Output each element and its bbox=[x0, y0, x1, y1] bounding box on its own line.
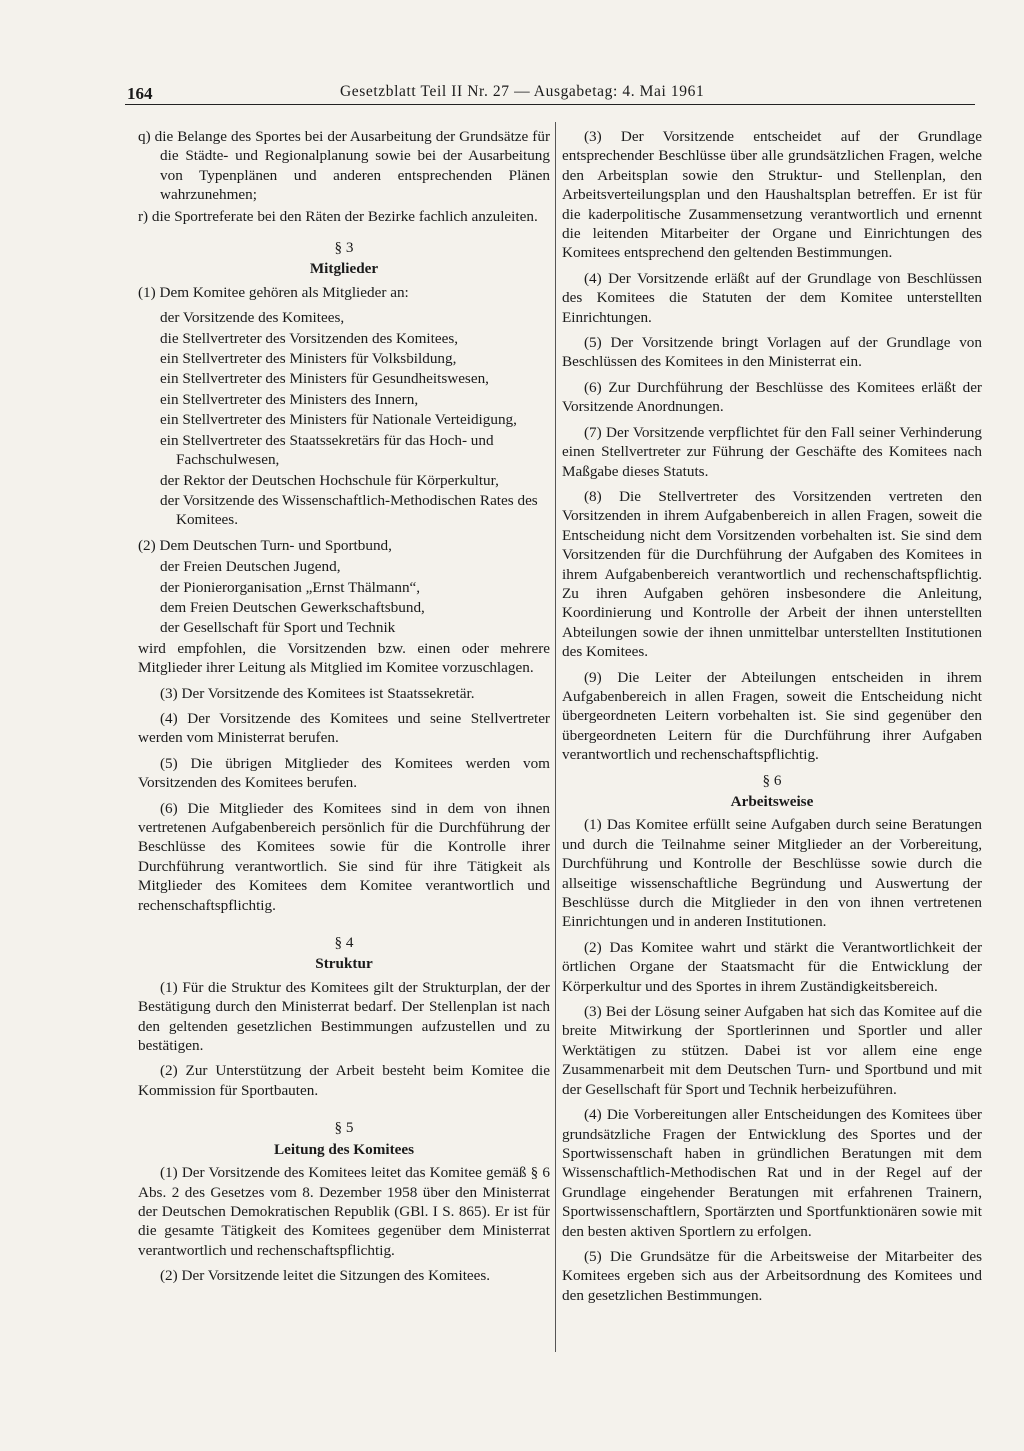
member-item: ein Stellvertreter des Ministers des Innern, bbox=[160, 390, 419, 408]
item-r: r) die Sportreferate bei den Räten der Bezirke fachlich anzuleiten. bbox=[138, 207, 538, 225]
item-q: q) die Belange des Sportes bei der Ausarbeitung der Grundsätze für die Städte- und Regionalplanung sowie bei der Ausarbeitung von Typenplänen und anderen entsprechenden Plänen wahrzunehmen; bbox=[138, 128, 550, 204]
section-3-number: § 3 bbox=[334, 239, 354, 257]
member-item: der Rektor der Deutschen Hochschule für Körperkultur, bbox=[160, 471, 499, 489]
s3-paragraph-2-end: wird empfohlen, die Vorsitzenden bzw. einen oder mehrere Mitglieder ihrer Leitung als Mitglied im Komitee vorzuschlagen. bbox=[138, 639, 550, 677]
section-3-title: Mitglieder bbox=[309, 260, 379, 278]
s3-paragraph-2-intro: (2) Dem Deutschen Turn- und Sportbund, bbox=[138, 536, 392, 554]
organisation-item: der Gesellschaft für Sport und Technik bbox=[160, 619, 396, 637]
member-item: der Vorsitzende des Wissenschaftlich-Methodischen Rates des Komitees. bbox=[160, 491, 538, 529]
member-item: ein Stellvertreter des Staatssekretärs für das Hoch- und Fachschulwesen, bbox=[160, 431, 494, 469]
organisation-item: dem Freien Deutschen Gewerkschaftsbund, bbox=[160, 598, 425, 616]
s3-paragraph-6: (6) Die Mitglieder des Komitees sind in dem von ihnen vertretenen Aufgabenbereich persönlich für die Durchführung der Beschlüsse des Komitees sowie für die Kontrolle ihrer Durchführung verantwortlich. Sie sind für ihre Tätigkeit als Mitglieder des Komitees dem Komitee verantwortlich und rechenschaftspflichtig. bbox=[138, 799, 550, 914]
s5-paragraph-2: (2) Der Vorsitzende leitet die Sitzungen des Komitees. bbox=[160, 1267, 491, 1285]
s5-paragraph-7: (7) Der Vorsitzende verpflichtet für den Fall seiner Verhinderung einen Stellvertreter zur Führung der Geschäfte des Komitees nach Maßgabe dieses Statuts. bbox=[562, 423, 982, 480]
s3-organisation-list bbox=[138, 557, 550, 638]
s3-paragraph-4: (4) Der Vorsitzende des Komitees und seine Stellvertreter werden vom Ministerrat berufen. bbox=[138, 709, 550, 747]
left-column bbox=[138, 127, 550, 1292]
s6-paragraph-5: (5) Die Grundsätze für die Arbeitsweise der Mitarbeiter des Komitees ergeben sich aus der Arbeitsordnung des Komitees und den gesetzlichen Bestimmungen. bbox=[562, 1247, 982, 1304]
member-item: ein Stellvertreter des Ministers für Volksbildung, bbox=[160, 350, 457, 368]
member-item: die Stellvertreter des Vorsitzenden des Komitees, bbox=[160, 329, 459, 347]
s3-paragraph-5: (5) Die übrigen Mitglieder des Komitees werden vom Vorsitzenden des Komitees berufen. bbox=[138, 754, 550, 792]
organisation-item: der Pionierorganisation „Ernst Thälmann“, bbox=[160, 578, 421, 596]
section-6-number: § 6 bbox=[762, 771, 782, 789]
s3-paragraph-3: (3) Der Vorsitzende des Komitees ist Staatssekretär. bbox=[160, 684, 475, 702]
s5-paragraph-1: (1) Der Vorsitzende des Komitees leitet das Komitee gemäß § 6 Abs. 2 des Gesetzes vom 8. Dezember 1958 über den Ministerrat der Deutschen Demokratischen Republik (GBl. I S. 865). Er ist für die gesamte Tätigkeit des Komitees gegenüber dem Ministerrat verantwortlich und rechenschaftspflichtig. bbox=[138, 1164, 550, 1259]
page-number: 164 bbox=[127, 84, 153, 103]
section-6-title: Arbeitsweise bbox=[730, 793, 814, 810]
section-4-number: § 4 bbox=[334, 934, 354, 952]
organisation-item: der Freien Deutschen Jugend, bbox=[160, 558, 341, 576]
section-5-number: § 5 bbox=[334, 1119, 354, 1137]
s6-paragraph-1: (1) Das Komitee erfüllt seine Aufgaben durch seine Beratungen und durch die Teilnahme seiner Mitglieder an der Vorbereitung, Durchführung und Kontrolle der Beschlüsse sowie durch die allseitige wissenschaftliche Begründung und Auswertung der Beschlüsse durch die Mitglieder in den von ihnen vertretenen Einrichtungen und in anderen Institutionen. bbox=[562, 816, 982, 931]
page-header bbox=[125, 80, 975, 105]
s5-paragraph-5: (5) Der Vorsitzende bringt Vorlagen auf der Grundlage von Beschlüssen des Komitees in den Ministerrat ein. bbox=[562, 334, 982, 371]
s5-paragraph-6: (6) Zur Durchführung der Beschlüsse des Komitees erläßt der Vorsitzende Anordnungen. bbox=[562, 378, 982, 416]
s5-paragraph-9: (9) Die Leiter der Abteilungen entscheiden in ihrem Aufgabenbereich in allen Fragen, soweit die Entscheidung nicht übergeordneten Leitern vorbehalten ist. Sie sind gegenüber den übergeordneten Leitern für die Durchführung ihrer Aufgaben verantwortlich und rechenschaftspflichtig. bbox=[562, 668, 982, 764]
s3-paragraph-1-intro: (1) Dem Komitee gehören als Mitglieder an: bbox=[138, 283, 409, 301]
s6-paragraph-2: (2) Das Komitee wahrt und stärkt die Verantwortlichkeit der örtlichen Organe der Staatsmacht für die Entwicklung der Körperkultur und des Sportes in ihrem Zuständigkeitsbereich. bbox=[562, 938, 982, 995]
column-divider bbox=[555, 122, 556, 1352]
item-list-qr bbox=[138, 127, 550, 226]
member-item: ein Stellvertreter des Ministers für Nationale Verteidigung, bbox=[160, 411, 517, 429]
member-item: der Vorsitzende des Komitees, bbox=[160, 309, 345, 327]
s5-paragraph-8: (8) Die Stellvertreter des Vorsitzenden vertreten den Vorsitzenden in ihrem Aufgabenbereich in allen Fragen, soweit die Entscheidung nicht dem Vorsitzenden vorbehalten ist. Sie sind dem Vorsitzenden für die Durchführung der Aufgaben des Komitees in ihrem Aufgabenbereich verantwortlich und rechenschaftspflichtig. Zu ihren Aufgaben gehören insbesondere die Anleitung, Koordinierung und Kontrolle der Arbeit der ihnen unterstellten Abteilungen sowie der ihnen unmittelbar unterstellten Institutionen des Komitees. bbox=[562, 487, 982, 661]
s5-paragraph-4: (4) Der Vorsitzende erläßt auf der Grundlage von Beschlüssen des Komitees die Statuten der dem Komitee unterstellten Einrichtungen. bbox=[562, 269, 982, 326]
section-4-title: Struktur bbox=[315, 955, 373, 973]
s5-paragraph-3: (3) Der Vorsitzende entscheidet auf der Grundlage entsprechender Beschlüsse über alle grundsätzlichen Fragen, welche den Arbeitsplan sowie den Struktur- und Stellenplan, den Arbeitsverteilungsplan und den Haushaltsplan betreffen. Er ist für die kaderpolitische Zusammensetzung verantwortlich und ernennt die leitenden Mitarbeiter der Organe und Einrichtungen des Komitees entsprechend den geltenden Bestimmungen. bbox=[562, 128, 982, 262]
gazette-title: Gesetzblatt Teil II Nr. 27 — Ausgabetag: 4. Mai 1961 bbox=[340, 83, 705, 100]
s4-paragraph-2: (2) Zur Unterstützung der Arbeit besteht beim Komitee die Kommission für Sportbauten. bbox=[138, 1062, 550, 1099]
member-item: ein Stellvertreter des Ministers für Gesundheitswesen, bbox=[160, 370, 489, 388]
s6-paragraph-4: (4) Die Vorbereitungen aller Entscheidungen des Komitees über grundsätzliche Fragen der Entwicklung des Sportes und der Sportwissenschaft haben in gründlichen Beratungen mit dem Wissenschaftlich-Methodischen Rat und in der Regel auf der Grundlage eingehender Beratungen mit erfahrenen Trainern, Sportwissenschaftlern, Sportärzten und Sportfunktionären sowie mit den besten aktiven Sportlern zu erfolgen. bbox=[562, 1106, 982, 1240]
section-5-title: Leitung des Komitees bbox=[273, 1140, 415, 1158]
s6-paragraph-3: (3) Bei der Lösung seiner Aufgaben hat sich das Komitee auf die breite Mitwirkung der Sportlerinnen und Sportler und aller Werktätigen zu stützen. Dabei ist vor allem eine enge Zusammenarbeit mit dem Deutschen Turn- und Sportbund und mit der Gesellschaft für Sport und Technik herbeizuführen. bbox=[562, 1003, 982, 1098]
right-column bbox=[562, 127, 982, 1311]
s4-paragraph-1: (1) Für die Struktur des Komitees gilt der Strukturplan, der der Bestätigung durch den Ministerrat bedarf. Der Stellenplan ist nach den geltenden gesetzlichen Bestimmungen aufzustellen und zu bestätigen. bbox=[138, 978, 550, 1055]
s3-member-list bbox=[138, 308, 550, 529]
